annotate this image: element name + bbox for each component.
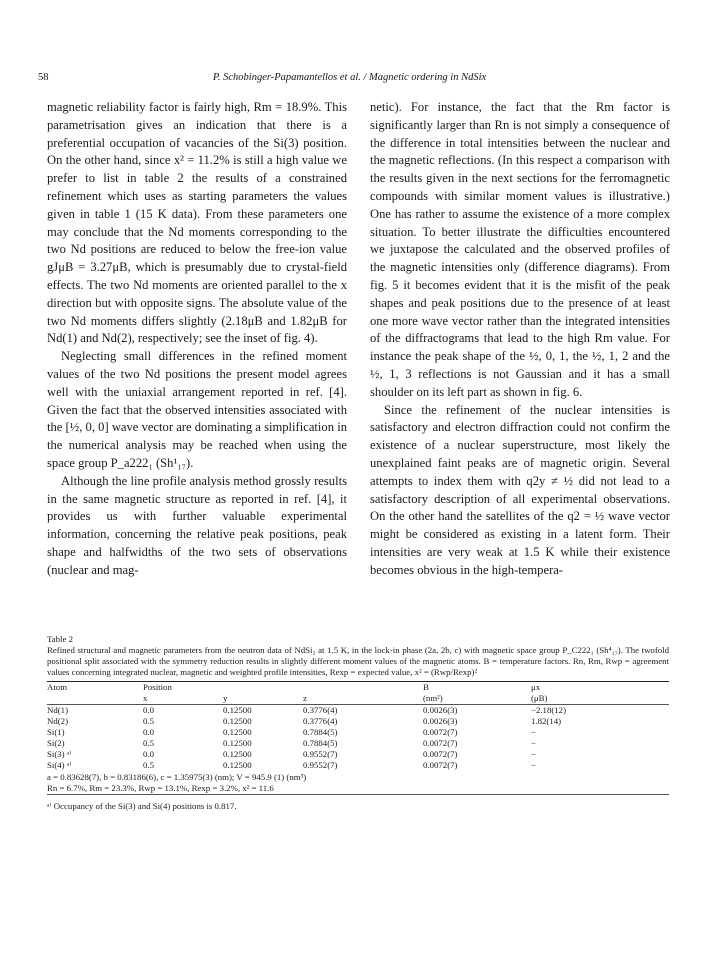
left-paragraph-1: magnetic reliability factor is fairly high, Rm = 18.9%. This parametrisation gives an indication that there is a preferential occupation of vacancies of the Si(3) position. On the other hand, since x² = 11.2% is still a high value we prefer to list in table 2 the results of a constrained refinement which uses as starting parameters the values given in table 1 (15 K data). From these parameters one may conclude that the Nd moments corresponding to the two Nd positions are reduced to below the free-ion value gJμB = 3.27μB, which is presumably due to crystal-field effects. The two Nd moments are oriented parallel to the x direction but with opposite signs. The absolute value of the two Nd moments differs slightly (2.18μB and 1.82μB for Nd(1) and Nd(2), respectively; see the inset of fig. 4). [47, 100, 347, 346]
header-z: z [303, 693, 307, 703]
cell-x: 0.0 [143, 727, 154, 737]
cell-b: 0.0072(7) [423, 760, 458, 770]
cell-atom: Si(2) [47, 738, 65, 748]
agreement-factors-note: Rn = 6.7%, Rm = 23.3%, Rwp = 13.1%, Rexp = 3.2%, x² = 11.6 [47, 783, 274, 793]
cell-b: 0.0072(7) [423, 738, 458, 748]
table-subheader-row [47, 693, 669, 705]
cell-mu: −2.18(12) [531, 705, 567, 715]
cell-mu: − [531, 727, 536, 737]
cell-parameters-note: a = 0.83628(7), b = 0.83186(6), c = 1.35975(3) (nm); V = 945.9 (1) (nm³) [47, 772, 307, 782]
cell-b: 0.0072(7) [423, 749, 458, 759]
right-paragraph-1: netic). For instance, the fact that the Rm factor is significantly larger than Rn is not simply a consequence of the difference in total intensities between the nuclear and the magnetic reflections. (In this respect a comparison with the results given in the next sections for the ferromagnetic compounds with similar moment values is illustrative.) One has rather to assume the existence of a more complex situation. To better illustrate the difficulties encountered we juxtapose the calculated and the observed profiles of the magnetic intensities only (difference diagrams). From fig. 5 it becomes evident that it is the misfit of the peak shapes and peak positions due to the presence of at least one more wave vector rather than the integrated intensities of the diffractograms that lead to the high Rm value. For instance the peak shape of the ½, 0, 1, the ½, 1, 2 and the ½, 1, 3 reflections is not Gaussian and it has a small shoulder on its left part as shown in fig. 6. [370, 100, 670, 399]
cell-b: 0.0026(3) [423, 705, 458, 715]
cell-y: 0.12500 [223, 760, 252, 770]
cell-b: 0.0026(3) [423, 716, 458, 726]
cell-y: 0.12500 [223, 727, 252, 737]
cell-x: 0.5 [143, 716, 154, 726]
header-b: B [423, 682, 429, 692]
left-paragraph-3: Although the line profile analysis method grossly results in the same magnetic structure as reported in ref. [4], it provides us with further valuable experimental information, concerning the relative peak positions, peak shape and halfwidths of the two sets of observations (nuclear and mag- [47, 473, 347, 577]
cell-z: 0.9552(7) [303, 749, 338, 759]
cell-y: 0.12500 [223, 749, 252, 759]
running-title: P. Schobinger-Papamantellos et al. / Magnetic ordering in NdSix [212, 72, 487, 83]
cell-x: 0.5 [143, 738, 154, 748]
page-number: 58 [38, 72, 49, 83]
cell-z: 0.9552(7) [303, 760, 338, 770]
page-header [38, 72, 661, 88]
header-mu: μx [531, 682, 541, 692]
table-row [47, 727, 669, 738]
table-row [47, 760, 669, 771]
table-label: Table 2 [47, 634, 74, 644]
table-header-row [47, 682, 669, 694]
cell-mu: 1.82(14) [531, 716, 562, 726]
left-column [47, 99, 347, 580]
cell-y: 0.12500 [223, 738, 252, 748]
cell-mu: − [531, 760, 536, 770]
table-2 [47, 634, 669, 812]
cell-z: 0.3776(4) [303, 716, 338, 726]
table-row [47, 716, 669, 727]
header-b-unit: (nm²) [423, 693, 443, 703]
header-y: y [223, 693, 228, 703]
cell-x: 0.5 [143, 760, 154, 770]
right-column [370, 99, 670, 580]
cell-atom: Nd(2) [47, 716, 69, 726]
header-atom: Atom [47, 682, 68, 692]
table-row [47, 705, 669, 717]
cell-z: 0.7884(5) [303, 738, 338, 748]
cell-mu: − [531, 749, 536, 759]
cell-atom: Si(4) ᵃ⁾ [47, 760, 72, 770]
table-row [47, 738, 669, 749]
table-footnote: ᵃ⁾ Occupancy of the Si(3) and Si(4) positions is 0.817. [47, 801, 237, 811]
cell-atom: Nd(1) [47, 705, 69, 715]
header-position: Position [143, 682, 172, 692]
left-paragraph-2: Neglecting small differences in the refined moment values of the two Nd positions the present model agrees well with the uniaxial arrangement reported in ref. [4]. Given the fact that the observed intensities associated with the [½, 0, 0] wave vector are dominating a simplification in the numerical analysis may be reached when using the space group P_a222₁ (Sh¹₁₇). [47, 349, 347, 470]
right-paragraph-2: Since the refinement of the nuclear intensities is satisfactory and electron diffraction could not confirm the existence of a nuclear superstructure, most likely the unexplained faint peaks are of magnetic origin. Several attempts to index them with q2y ≠ ½ did not lead to a satisfactory description of all experimental observations. On the other hand the satellites of the q2 = ½ wave vector might be considered as existing in a latent form. Their intensities are very weak at 1.5 K while their existence becomes obvious in the high-tempera- [370, 402, 670, 577]
cell-z: 0.7884(5) [303, 727, 338, 737]
cell-b: 0.0072(7) [423, 727, 458, 737]
cell-x: 0.0 [143, 749, 154, 759]
cell-mu: − [531, 738, 536, 748]
cell-z: 0.3776(4) [303, 705, 338, 715]
cell-atom: Si(3) ᵃ⁾ [47, 749, 72, 759]
table-row [47, 749, 669, 760]
cell-y: 0.12500 [223, 705, 252, 715]
header-mu-unit: (μB) [531, 693, 548, 703]
table-notes [47, 772, 669, 795]
cell-x: 0.0 [143, 705, 154, 715]
header-x: x [143, 693, 148, 703]
cell-atom: Si(1) [47, 727, 65, 737]
data-table [47, 681, 669, 771]
table-caption: Refined structural and magnetic parameters from the neutron data of NdSi₂ at 1.5 K, in the lock-in phase (2a, 2b, c) with magnetic space group P_C222₁ (Sh⁴₁₇). The twofold positional split associated with the symmetry reduction results in slightly different moment values of the magnetic atoms. B = temperature factors. Rn, Rm, Rwp = agreement values concerning integrated nuclear, magnetic and weighted profile intensities, Rexp = expected value, x² = (Rwp/Rexp)² [47, 645, 669, 677]
cell-y: 0.12500 [223, 716, 252, 726]
